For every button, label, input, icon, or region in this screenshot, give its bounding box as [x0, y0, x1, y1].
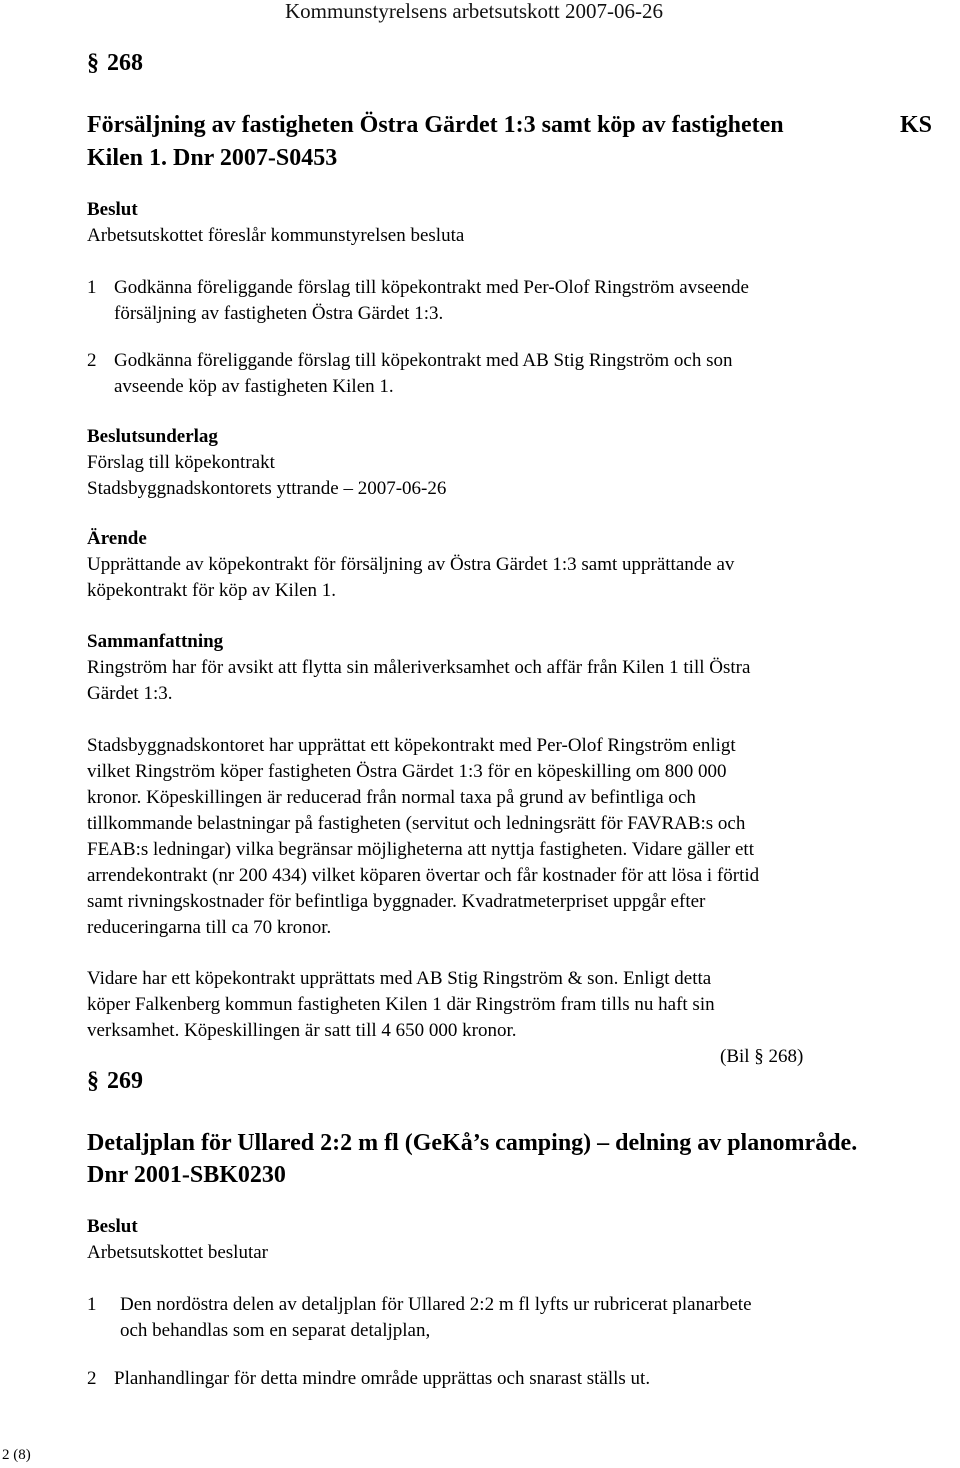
attachment-reference: (Bil § 268): [720, 1046, 804, 1067]
section-number-269: § 269: [87, 1068, 143, 1094]
beslut-intro-269: Arbetsutskottet beslutar: [87, 1242, 268, 1263]
beslut-heading-269: Beslut: [87, 1216, 138, 1237]
arende-line: Upprättande av köpekontrakt för försäljning av Östra Gärdet 1:3 samt upprättande av: [87, 554, 735, 575]
section-title-268-line2: Kilen 1. Dnr 2007-S0453: [87, 145, 338, 171]
document-header: Kommunstyrelsens arbetsutskott 2007-06-26: [285, 0, 663, 23]
beslut-intro: Arbetsutskottet föreslår kommunstyrelsen besluta: [87, 225, 465, 246]
section-number-268: § 268: [87, 50, 143, 76]
decision-item-2: 2 Godkänna föreliggande förslag till köpekontrakt med AB Stig Ringström och son avseende köp av fastigheten Kilen 1.: [87, 350, 733, 397]
arende-line: köpekontrakt för köp av Kilen 1.: [87, 580, 337, 601]
beslut-heading: Beslut: [87, 199, 138, 220]
section-title-268-line1: Försäljning av fastigheten Östra Gärdet 1:3 samt köp av fastigheten: [87, 112, 784, 138]
sammanfattning-heading: Sammanfattning: [87, 631, 224, 652]
arende-heading: Ärende: [87, 528, 147, 549]
page-number: 2 (8): [2, 1447, 31, 1463]
underlag-item: Förslag till köpekontrakt: [87, 452, 275, 473]
section-title-269-line2: Dnr 2001-SBK0230: [87, 1162, 286, 1188]
decision-item-269-1: 1 Den nordöstra delen av detaljplan för Ullared 2:2 m fl lyfts ur rubricerat planarbete och behandlas som en separat detaljplan,: [87, 1294, 752, 1341]
body-paragraph-2: Vidare har ett köpekontrakt upprättats med AB Stig Ringström & son. Enligt detta köper Falkenberg kommun fastigheten Kilen 1 där Ringström fram tills nu haft sin verksamhet. Köpeskillingen är satt till 4 650 000 kronor.: [87, 968, 715, 1041]
decision-item-269-2: 2 Planhandlingar för detta mindre område upprättas och snarast ställs ut.: [87, 1368, 651, 1389]
sammanfattning-line: Ringström har för avsikt att flytta sin måleriverksamhet och affär från Kilen 1 till Östra: [87, 657, 751, 678]
sammanfattning-line: Gärdet 1:3.: [87, 683, 173, 704]
body-paragraph-1: Stadsbyggnadskontoret har upprättat ett köpekontrakt med Per-Olof Ringström enligt vilket Ringström köper fastigheten Östra Gärdet 1:3 för en köpeskilling om 800 000 kronor. Köpeskillingen är reducerad från normal taxa på grund av befintliga och tillkommande belastningar på fastigheten (servitut och ledningsrätt för FAVRAB:s och FEAB:s ledningar) vilka begränsar möjligheterna att nyttja fastigheten. Vidare gäller ett arrendekontrakt (nr 200 434) vilket köparen övertar och får kostnader för att lösa i förtid samt rivningskostnader för befintliga byggnader. Kvadratmeterpriset uppgår efter reduceringarna till ca 70 kronor.: [87, 735, 760, 938]
committee-tag: KS: [900, 112, 933, 138]
underlag-item: Stadsbyggnadskontorets yttrande – 2007-06-26: [87, 478, 447, 499]
decision-item-1: 1 Godkänna föreliggande förslag till köpekontrakt med Per-Olof Ringström avseende försäljning av fastigheten Östra Gärdet 1:3.: [87, 277, 749, 324]
section-title-269-line1: Detaljplan för Ullared 2:2 m fl (GeKå’s camping) – delning av planområde.: [87, 1130, 858, 1156]
section-symbol: §: [87, 50, 99, 76]
beslutsunderlag-heading: Beslutsunderlag: [87, 426, 218, 447]
